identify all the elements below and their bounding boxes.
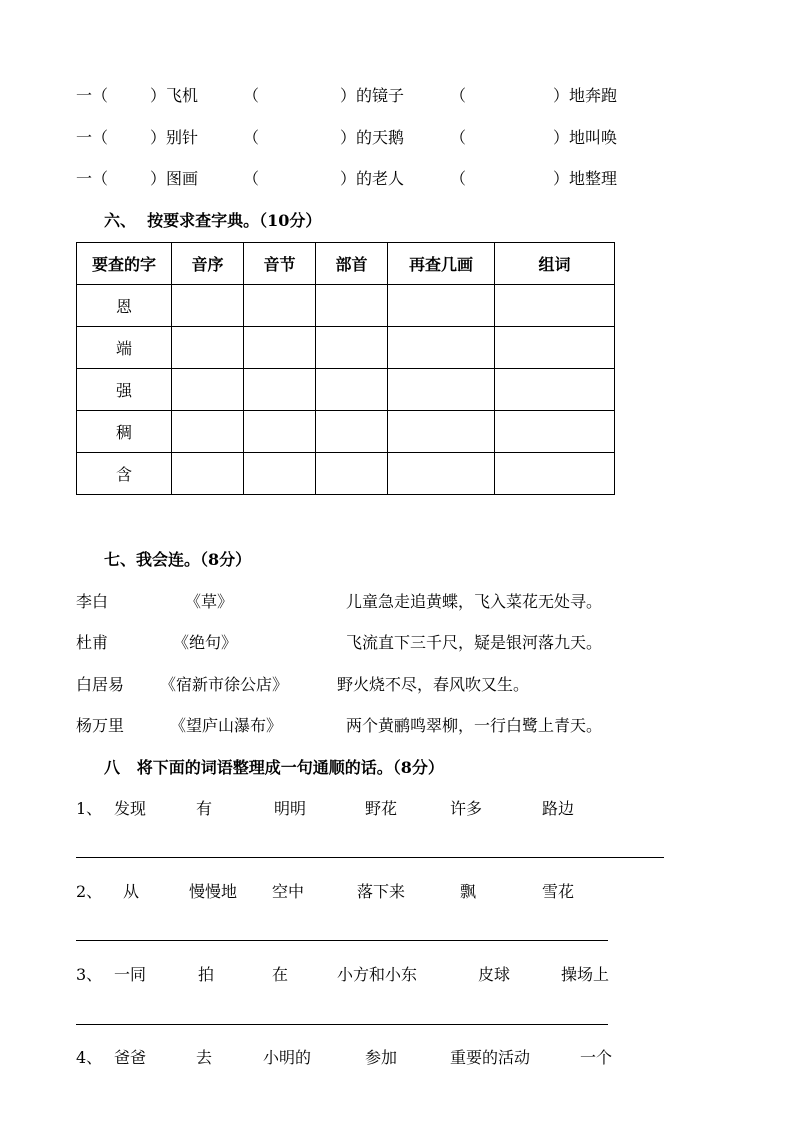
- fill-text: ）的天鹅: [340, 128, 405, 147]
- fill-text: 一（: [76, 86, 109, 105]
- section7-title: 七、我会连。（8分）: [104, 550, 252, 569]
- blank-cell[interactable]: [495, 411, 615, 453]
- answer-line[interactable]: [76, 940, 608, 941]
- word: 雪花: [542, 882, 575, 901]
- poet-name: 李白: [76, 592, 109, 611]
- blank-cell[interactable]: [172, 453, 244, 495]
- blank-cell[interactable]: [172, 327, 244, 369]
- poem-title: 《宿新市徐公店》: [160, 675, 289, 694]
- word: 从: [123, 882, 140, 901]
- blank-cell[interactable]: [495, 369, 615, 411]
- word: 明明: [274, 799, 307, 818]
- word: 慢慢地: [189, 882, 238, 901]
- fill-text: ）的镜子: [340, 86, 405, 105]
- fill-text: （: [450, 86, 467, 105]
- table-header: 要查的字: [77, 243, 172, 285]
- fill-text: 一（: [76, 169, 109, 188]
- fill-text: （: [243, 169, 260, 188]
- fill-text: （: [243, 86, 260, 105]
- fill-text: ）别针: [150, 128, 199, 147]
- answer-line[interactable]: [76, 857, 664, 858]
- word: 野花: [365, 799, 398, 818]
- table-header-row: [77, 243, 615, 285]
- fill-text: ）飞机: [150, 86, 199, 105]
- blank-cell[interactable]: [316, 411, 388, 453]
- word: 小明的: [263, 1048, 312, 1067]
- poet-name: 白居易: [76, 675, 125, 694]
- blank-cell[interactable]: [495, 327, 615, 369]
- fill-text: （: [450, 169, 467, 188]
- lookup-char: 稠: [77, 411, 172, 453]
- answer-line[interactable]: [76, 1024, 608, 1025]
- word: 在: [272, 965, 289, 984]
- section8-title: 八 将下面的词语整理成一句通顺的话。（8分）: [104, 758, 444, 777]
- table-header: 音序: [172, 243, 244, 285]
- fill-text: （: [243, 128, 260, 147]
- blank-cell[interactable]: [172, 411, 244, 453]
- item-number: 2、: [76, 882, 103, 901]
- table-row: [77, 285, 615, 327]
- poem-title: 《绝句》: [173, 633, 238, 652]
- word: 重要的活动: [450, 1048, 531, 1067]
- blank-cell[interactable]: [316, 369, 388, 411]
- lookup-char: 含: [77, 453, 172, 495]
- table-header: 音节: [244, 243, 316, 285]
- poem-line: 两个黄鹂鸣翠柳，一行白鹭上青天。: [346, 716, 603, 735]
- fill-text: ）地叫唤: [553, 128, 618, 147]
- table-row: [77, 453, 615, 495]
- table-header: 部首: [316, 243, 388, 285]
- blank-cell[interactable]: [244, 453, 316, 495]
- dictionary-table: [76, 242, 615, 495]
- fill-text: （: [450, 128, 467, 147]
- item-number: 4、: [76, 1048, 103, 1067]
- blank-cell[interactable]: [316, 453, 388, 495]
- blank-cell[interactable]: [495, 453, 615, 495]
- word: 有: [196, 799, 213, 818]
- fill-text: ）的老人: [340, 169, 405, 188]
- blank-cell[interactable]: [388, 285, 495, 327]
- word: 空中: [272, 882, 305, 901]
- table-row: [77, 369, 615, 411]
- word: 去: [196, 1048, 213, 1067]
- word: 操场上: [561, 965, 610, 984]
- poet-name: 杨万里: [76, 716, 125, 735]
- poem-title: 《草》: [185, 592, 234, 611]
- section6-title: 六、 按要求查字典。（10分）: [104, 211, 322, 230]
- word: 飘: [460, 882, 477, 901]
- poet-name: 杜甫: [76, 633, 109, 652]
- word: 爸爸: [114, 1048, 147, 1067]
- word: 小方和小东: [337, 965, 418, 984]
- blank-cell[interactable]: [244, 285, 316, 327]
- item-number: 1、: [76, 799, 103, 818]
- poem-line: 飞流直下三千尺，疑是银河落九天。: [346, 633, 603, 652]
- fill-text: ）地奔跑: [553, 86, 618, 105]
- item-number: 3、: [76, 965, 103, 984]
- word: 皮球: [478, 965, 511, 984]
- blank-cell[interactable]: [388, 369, 495, 411]
- blank-cell[interactable]: [316, 327, 388, 369]
- word: 参加: [365, 1048, 398, 1067]
- table-header: 再查几画: [388, 243, 495, 285]
- word: 一同: [114, 965, 147, 984]
- blank-cell[interactable]: [172, 369, 244, 411]
- blank-cell[interactable]: [388, 327, 495, 369]
- word: 拍: [198, 965, 215, 984]
- lookup-char: 恩: [77, 285, 172, 327]
- blank-cell[interactable]: [316, 285, 388, 327]
- fill-text: ）图画: [150, 169, 199, 188]
- word: 许多: [450, 799, 483, 818]
- table-header: 组词: [495, 243, 615, 285]
- word: 发现: [114, 799, 147, 818]
- lookup-char: 端: [77, 327, 172, 369]
- fill-text: ）地整理: [553, 169, 618, 188]
- lookup-char: 强: [77, 369, 172, 411]
- blank-cell[interactable]: [388, 453, 495, 495]
- poem-line: 野火烧不尽，春风吹又生。: [337, 675, 530, 694]
- fill-text: 一（: [76, 128, 109, 147]
- word: 路边: [542, 799, 575, 818]
- blank-cell[interactable]: [244, 369, 316, 411]
- poem-line: 儿童急走追黄蝶，飞入菜花无处寻。: [346, 592, 603, 611]
- blank-cell[interactable]: [495, 285, 615, 327]
- blank-cell[interactable]: [388, 411, 495, 453]
- table-row: [77, 411, 615, 453]
- table-row: [77, 327, 615, 369]
- word: 落下来: [357, 882, 406, 901]
- blank-cell[interactable]: [172, 285, 244, 327]
- poem-title: 《望庐山瀑布》: [170, 716, 283, 735]
- blank-cell[interactable]: [244, 327, 316, 369]
- blank-cell[interactable]: [244, 411, 316, 453]
- word: 一个: [580, 1048, 613, 1067]
